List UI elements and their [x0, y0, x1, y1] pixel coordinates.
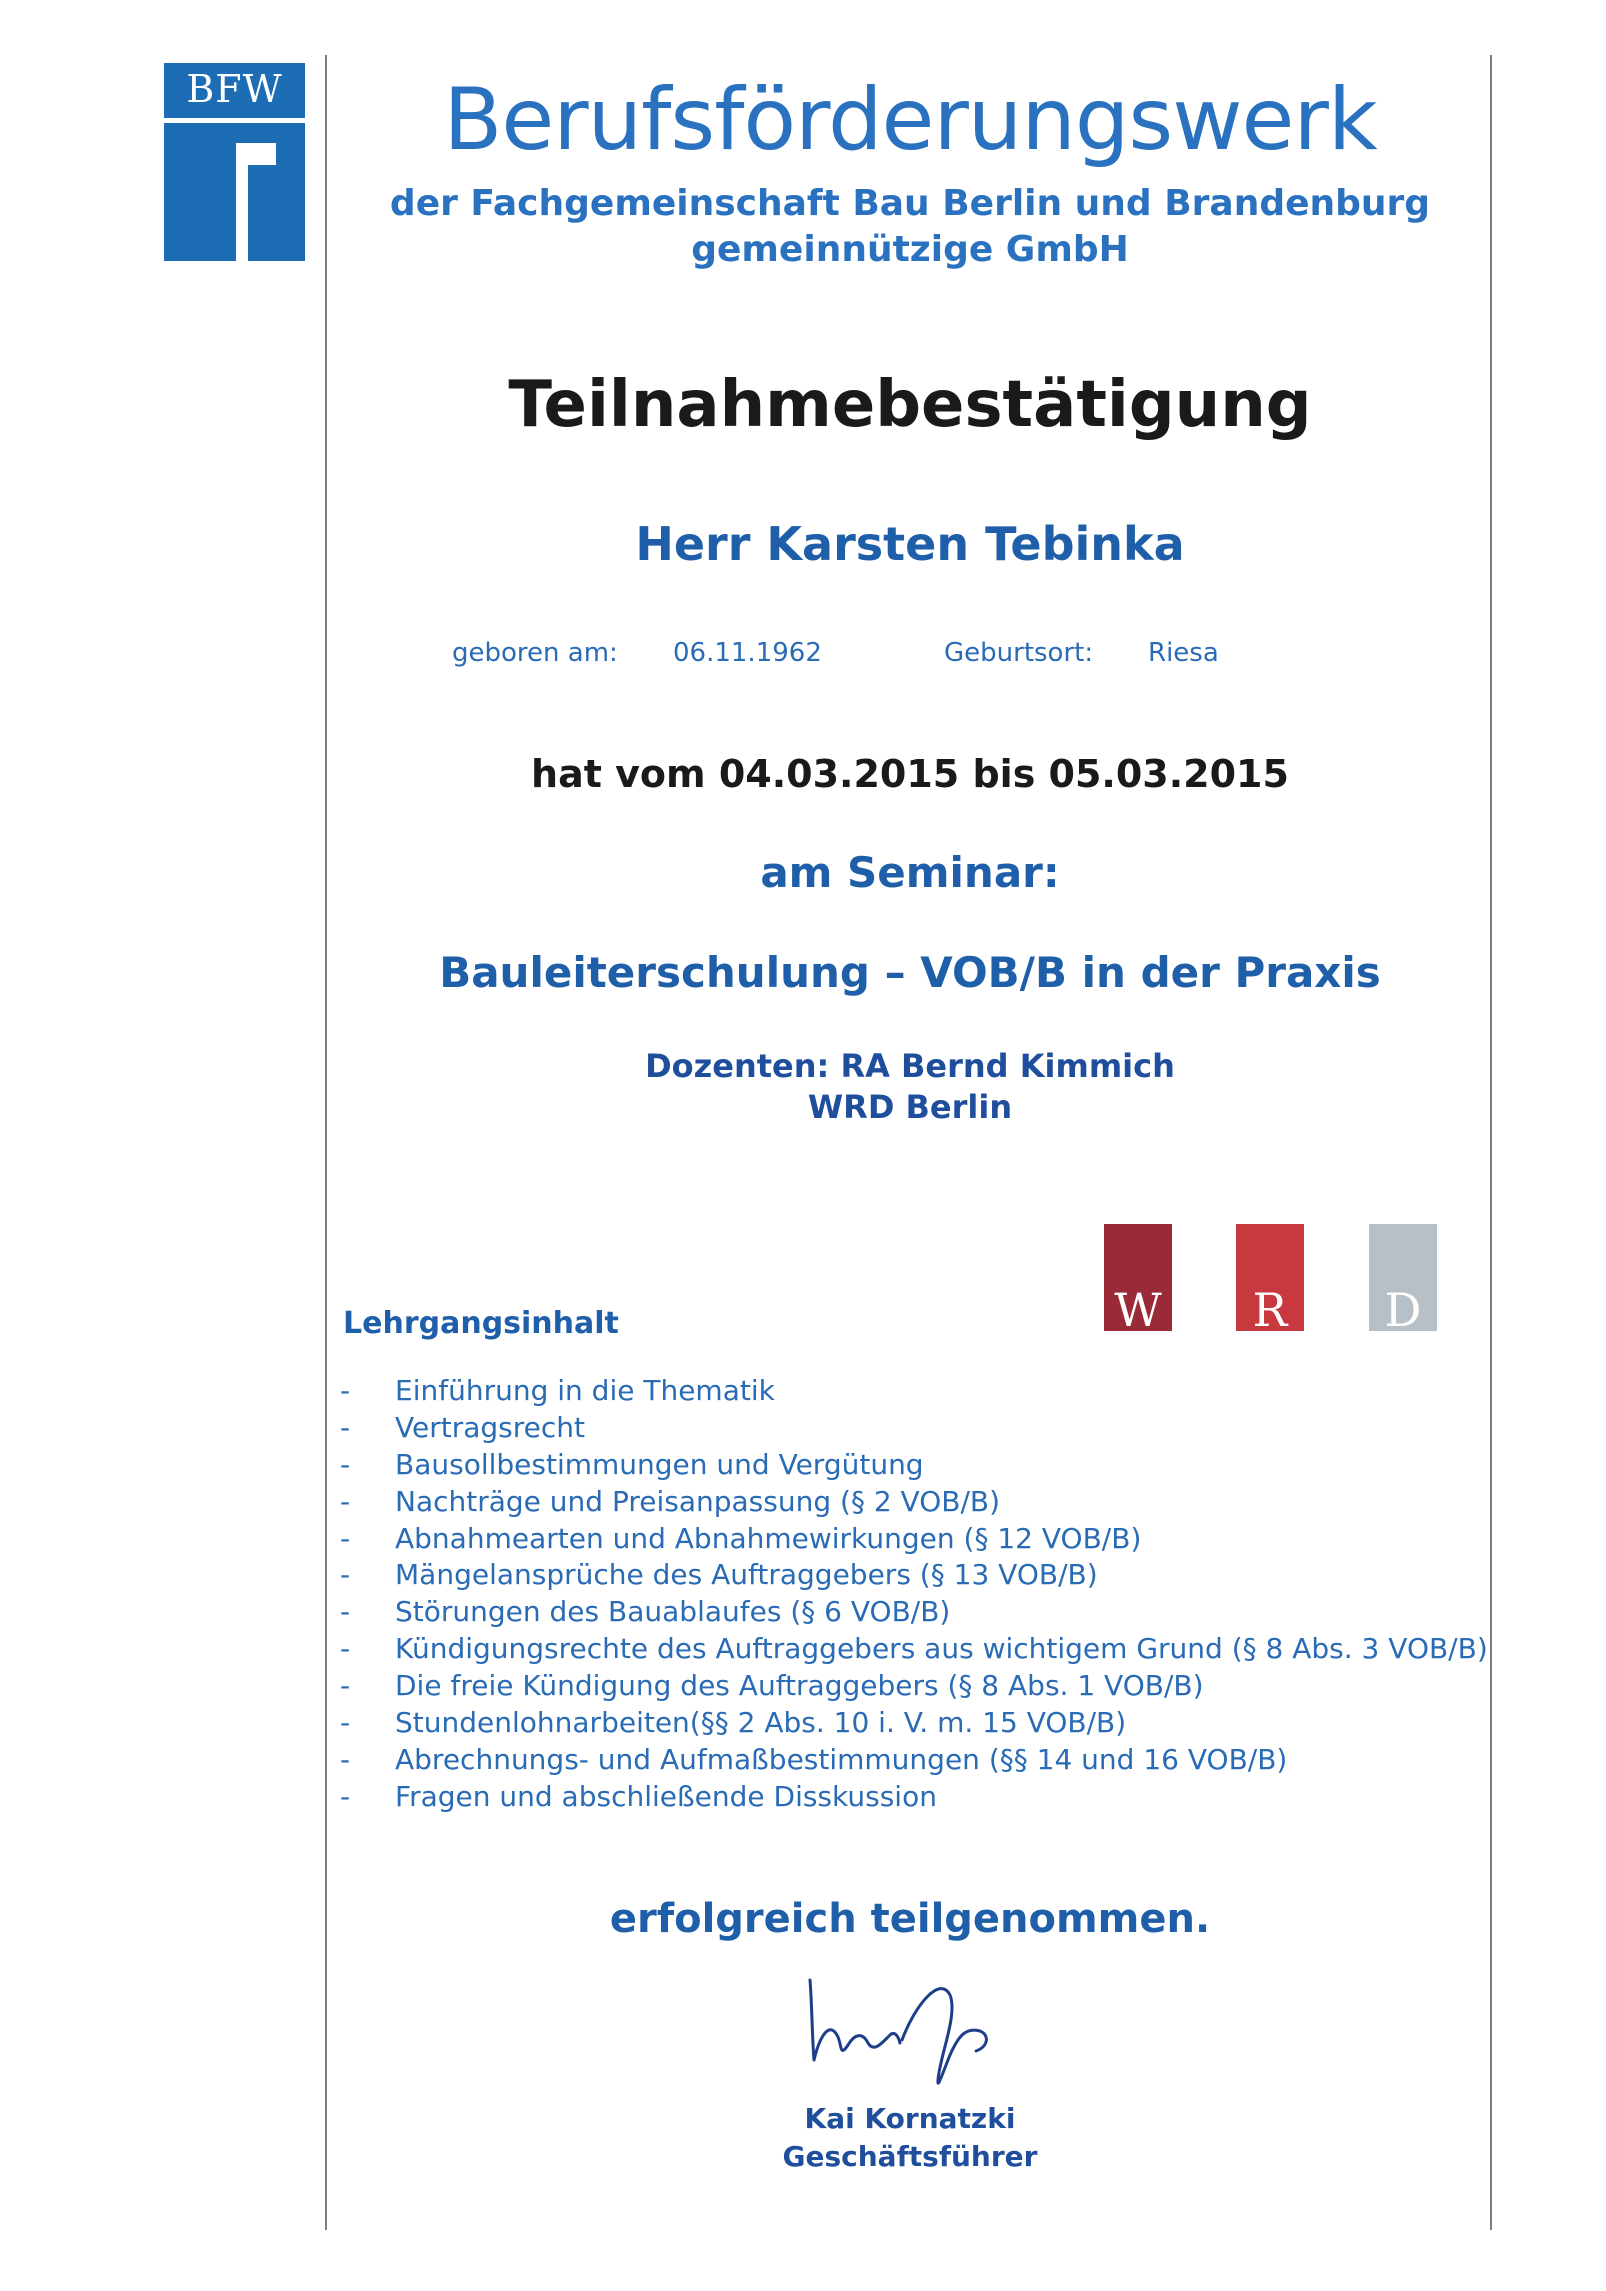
bfw-logo [164, 63, 305, 261]
list-item-text: Mängelansprüche des Auftraggebers (§ 13 VOB/B) [395, 1558, 1098, 1592]
birth-label: geboren am: [452, 638, 618, 668]
result-text: erfolgreich teilgenommen. [609, 1896, 1211, 1942]
lecturers-line1: Dozenten: RA Bernd Kimmich [645, 1047, 1175, 1085]
list-item-text: Kündigungsrechte des Auftraggebers aus wichtigem Grund (§ 8 Abs. 3 VOB/B) [395, 1632, 1488, 1666]
list-item-text: Einführung in die Thematik [395, 1374, 775, 1407]
list-item-text: Abnahmearten und Abnahmewirkungen (§ 12 VOB/B) [395, 1521, 1142, 1555]
list-item [340, 1558, 1488, 1595]
list-item-text: Abrechnungs- und Aufmaßbestimmungen (§§ 14 und 16 VOB/B) [395, 1742, 1288, 1776]
course-content-heading: Lehrgangsinhalt [343, 1306, 619, 1341]
bullet: - [340, 1374, 351, 1407]
list-item [340, 1448, 1488, 1485]
bullet: - [340, 1447, 351, 1481]
signature [790, 1965, 1030, 2095]
list-item-text: Die freie Kündigung des Auftraggebers (§ 8 Abs. 1 VOB/B) [395, 1669, 1204, 1703]
list-item [340, 1743, 1488, 1780]
bullet: - [340, 1558, 351, 1592]
birth-date: 06.11.1962 [673, 638, 822, 668]
wrd-logo-d [1369, 1224, 1437, 1337]
wrd-logo-w-letter: W [1114, 1283, 1162, 1337]
bullet: - [340, 1632, 351, 1666]
bfw-logo-text: BFW [186, 67, 283, 111]
bullet: - [340, 1595, 351, 1629]
list-item-text: Fragen und abschließende Disskussion [395, 1779, 937, 1813]
bullet: - [340, 1521, 351, 1555]
list-item [340, 1632, 1488, 1669]
list-item-text: Nachträge und Preisanpassung (§ 2 VOB/B) [395, 1484, 1001, 1518]
seminar-title: Bauleiterschulung – VOB/B in der Praxis [439, 948, 1381, 997]
organisation-subtitle-line1: der Fachgemeinschaft Bau Berlin und Brandenburg [389, 183, 1431, 224]
bullet: - [340, 1779, 351, 1813]
list-item [340, 1706, 1488, 1743]
bullet: - [340, 1484, 351, 1518]
signatory-role: Geschäftsführer [782, 2140, 1038, 2173]
list-item [340, 1595, 1488, 1632]
list-item-text: Stundenlohnarbeiten(§§ 2 Abs. 10 i. V. m. 15 VOB/B) [395, 1706, 1127, 1740]
wrd-logo-r [1236, 1224, 1304, 1337]
bullet: - [340, 1706, 351, 1740]
list-item [340, 1411, 1488, 1448]
list-item [340, 1485, 1488, 1522]
list-item [340, 1780, 1488, 1817]
participant-name: Herr Karsten Tebinka [635, 517, 1185, 571]
wrd-logo-w [1104, 1224, 1172, 1337]
list-item [340, 1522, 1488, 1559]
document-title: Teilnahmebestätigung [508, 368, 1312, 442]
organisation-title: Berufsförderungswerk [443, 70, 1377, 170]
organisation-subtitle-line2: gemeinnützige GmbH [691, 229, 1129, 270]
list-item [340, 1374, 1488, 1411]
seminar-label: am Seminar: [760, 848, 1060, 897]
birthplace: Riesa [1148, 638, 1219, 668]
period-text: hat vom 04.03.2015 bis 05.03.2015 [531, 752, 1289, 796]
bullet: - [340, 1410, 351, 1444]
wrd-logo-d-letter: D [1384, 1283, 1422, 1337]
list-item-text: Bausollbestimmungen und Vergütung [395, 1447, 924, 1481]
bfw-logo-shape-top [236, 143, 276, 165]
left-margin-line [325, 55, 327, 2230]
signatory-name: Kai Kornatzki [804, 2102, 1016, 2135]
list-item [340, 1669, 1488, 1706]
birthplace-label: Geburtsort: [944, 638, 1094, 668]
bullet: - [340, 1669, 351, 1703]
bullet: - [340, 1742, 351, 1776]
wrd-logo-r-letter: R [1252, 1283, 1288, 1337]
list-item-text: Vertragsrecht [395, 1410, 585, 1444]
lecturers-line2: WRD Berlin [807, 1088, 1013, 1126]
right-margin-line [1490, 55, 1492, 2230]
bfw-logo-band [164, 118, 305, 123]
list-item-text: Störungen des Bauablaufes (§ 6 VOB/B) [395, 1595, 951, 1629]
course-content-list [340, 1374, 1488, 1817]
